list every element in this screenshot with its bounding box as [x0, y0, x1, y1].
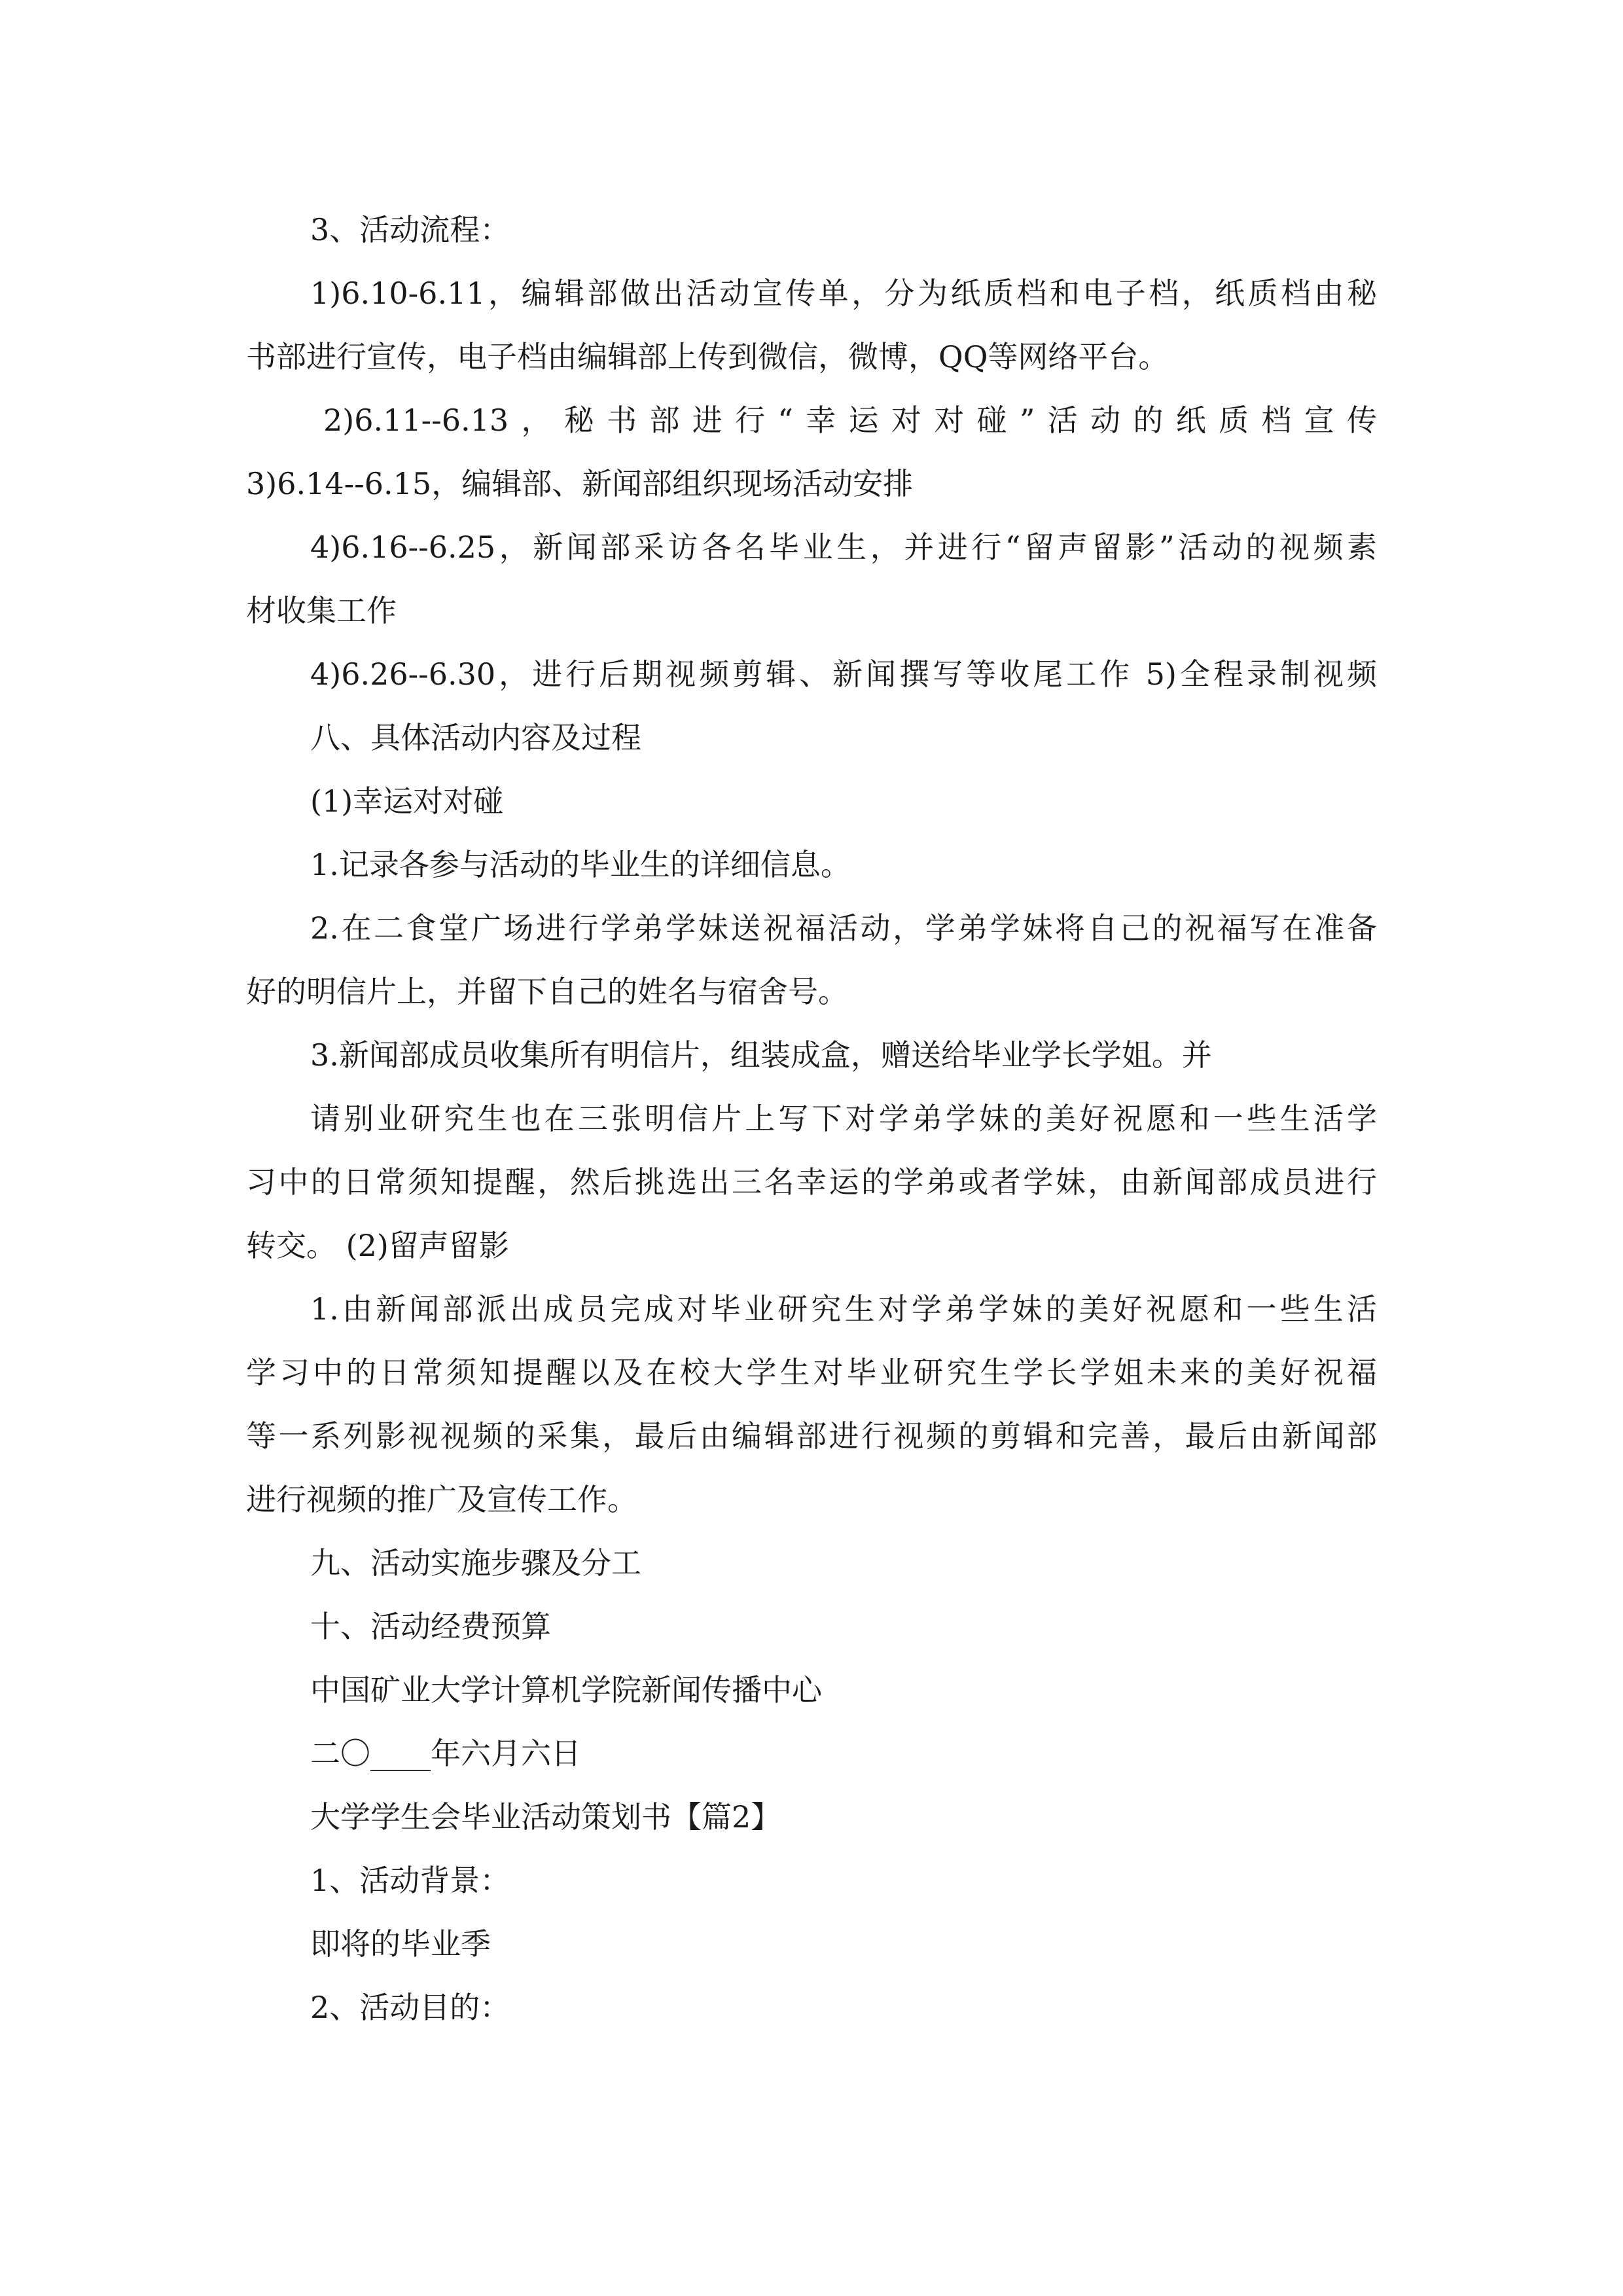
paragraph-line: 材收集工作 — [246, 593, 397, 628]
subheading-lucky-match: (1)幸运对对碰 — [310, 783, 504, 819]
paragraph-line: 习中的日常须知提醒，然后挑选出三名幸运的学弟或者学妹，由新闻部成员进行 — [246, 1164, 1377, 1200]
section-heading-10: 十、活动经费预算 — [310, 1609, 551, 1644]
section-heading-8: 八、具体活动内容及过程 — [310, 720, 641, 755]
organization-name: 中国矿业大学计算机学院新闻传播中心 — [310, 1672, 822, 1708]
paragraph-line: 学习中的日常须知提醒以及在校大学生对毕业研究生学长学姐未来的美好祝福 — [246, 1355, 1377, 1390]
paragraph-line: 1.由新闻部派出成员完成对毕业研究生对学弟学妹的美好祝愿和一些生活 — [310, 1291, 1377, 1327]
section-heading-purpose: 2、活动目的： — [310, 1990, 510, 2025]
paragraph-line: 4)6.26--6.30，进行后期视频剪辑、新闻撰写等收尾工作 5)全程录制视频 — [310, 656, 1377, 692]
paragraph-line: 4)6.16--6.25，新闻部采访各名毕业生，并进行“留声留影”活动的视频素 — [310, 529, 1377, 565]
section-heading-9: 九、活动实施步骤及分工 — [310, 1545, 641, 1581]
paragraph-line: 好的明信片上，并留下自己的姓名与宿舍号。 — [246, 974, 848, 1009]
paragraph-line: 2)6.11--6.13，秘书部进行“幸运对对碰”活动的纸质档宣传 — [323, 403, 1377, 438]
section-heading-process: 3、活动流程： — [310, 212, 510, 247]
paragraph-line: 进行视频的推广及宣传工作。 — [246, 1482, 637, 1517]
paragraph-line: 2.在二食堂广场进行学弟学妹送祝福活动，学弟学妹将自己的祝福写在准备 — [310, 910, 1377, 946]
paragraph-line: 转交。 (2)留声留影 — [246, 1228, 509, 1263]
paragraph-line: 即将的毕业季 — [310, 1926, 491, 1962]
document-date: 二〇____年六月六日 — [310, 1736, 581, 1771]
paragraph-line: 请别业研究生也在三张明信片上写下对学弟学妹的美好祝愿和一些生活学 — [310, 1101, 1377, 1136]
paragraph-line: 书部进行宣传，电子档由编辑部上传到微信，微博，QQ等网络平台。 — [246, 339, 1169, 374]
paragraph-line: 1.记录各参与活动的毕业生的详细信息。 — [310, 847, 851, 882]
paragraph-line: 1)6.10-6.11，编辑部做出活动宣传单，分为纸质档和电子档，纸质档由秘 — [310, 276, 1377, 311]
paragraph-line: 3)6.14--6.15，编辑部、新闻部组织现场活动安排 — [246, 466, 914, 501]
section-heading-background: 1、活动背景： — [310, 1863, 510, 1898]
document-title-part2: 大学学生会毕业活动策划书【篇2】 — [310, 1799, 781, 1835]
paragraph-line: 3.新闻部成员收集所有明信片，组装成盒，赠送给毕业学长学姐。并 — [310, 1037, 1212, 1073]
paragraph-line: 等一系列影视视频的采集，最后由编辑部进行视频的剪辑和完善，最后由新闻部 — [246, 1418, 1377, 1454]
